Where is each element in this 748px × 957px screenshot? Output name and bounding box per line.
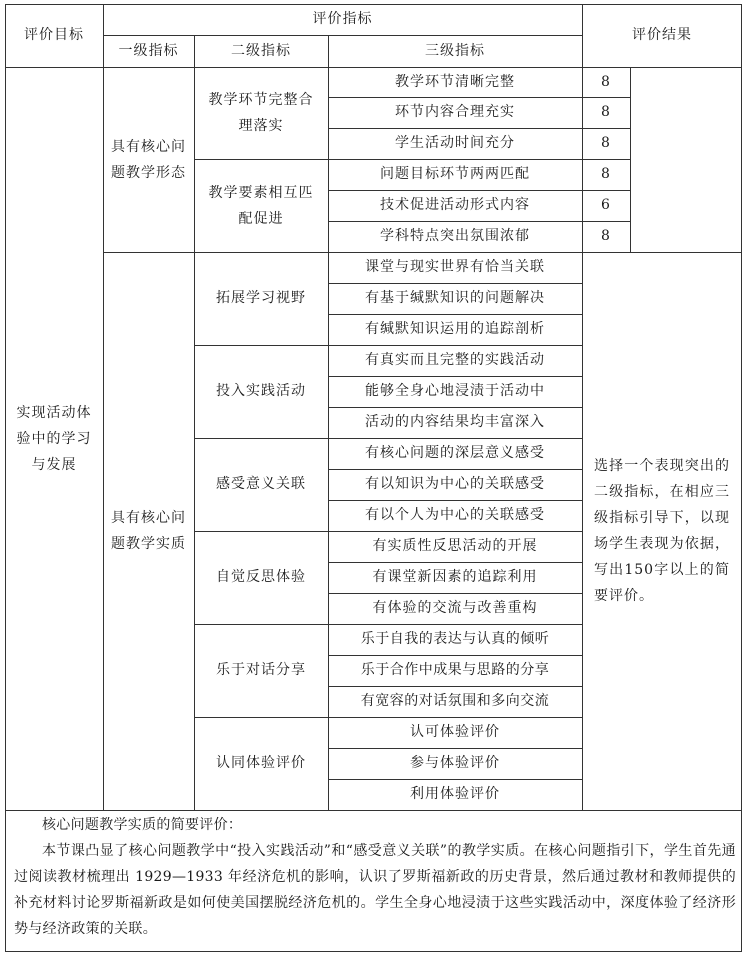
level3-item: 课堂与现实世界有恰当关联 (365, 259, 545, 276)
level3-item: 有课堂新因素的追踪利用 (372, 569, 538, 586)
level3-item: 有缄默知识运用的追踪剖析 (365, 321, 545, 338)
level1-form: 具有核心问题教学形态 (111, 138, 186, 181)
level2-item: 自觉反思体验 (216, 569, 306, 586)
result-comment: 选择一个表现突出的二级指标，在相应三级指标引导下，以现场学生表现为依据，写出150字以上的简要评价。 (594, 458, 730, 604)
level3-item: 能够全身心地浸渍于活动中 (365, 383, 545, 400)
level3-item: 有以个人为中心的关联感受 (365, 507, 545, 524)
summary-body: 本节课凸显了核心问题教学中“投入实践活动”和“感受意义关联”的教学实质。在核心问题指引下，学生首先通过阅读教材梳理出 1929—1933 年经济危机的影响，认识了罗斯福新政的历史背景，然后通过教材和教师提供的补充材料讨论罗斯福新政是如何使美国摆脱经济危机的。学生全身心地浸渍于这些实践活动中，深度体验了经济形势与经济政策的关联。 (14, 843, 736, 937)
level3-item: 有宽容的对话氛围和多向交流 (360, 693, 550, 710)
level1-essence: 具有核心问题教学实质 (111, 510, 186, 552)
header-result: 评价结果 (632, 27, 692, 44)
level3-item: 有真实而且完整的实践活动 (365, 352, 545, 369)
level3-item: 学生活动时间充分 (395, 135, 515, 152)
level3-item: 活动的内容结果均丰富深入 (365, 414, 545, 431)
header-goal: 评价目标 (24, 27, 84, 44)
level3-item: 有体验的交流与改善重构 (372, 600, 538, 617)
level2-item: 乐于对话分享 (216, 662, 306, 679)
score-value: 8 (601, 228, 611, 245)
level2-item: 教学环节完整合理落实 (208, 92, 314, 134)
level2-item: 投入实践活动 (216, 383, 306, 400)
score-value: 8 (601, 135, 611, 152)
level3-item: 利用体验评价 (410, 786, 500, 803)
level3-item: 技术促进活动形式内容 (380, 197, 530, 214)
column-rule (103, 4, 104, 810)
goal-text: 实现活动体验中的学习与发展 (16, 404, 92, 473)
level2-item: 认同体验评价 (216, 755, 306, 772)
score-value: 8 (601, 166, 611, 183)
level3-item: 学科特点突出氛围浓郁 (380, 228, 530, 245)
header-indicators: 评价指标 (312, 11, 373, 28)
score-value: 8 (601, 104, 611, 121)
level2-item: 感受意义关联 (216, 476, 306, 493)
level3-item: 有实质性反思活动的开展 (372, 538, 538, 555)
header-level3: 三级指标 (425, 42, 485, 59)
score-value: 6 (601, 197, 611, 214)
level3-item: 有核心问题的深层意义感受 (365, 445, 545, 462)
level3-item: 教学环节清晰完整 (395, 73, 515, 90)
level3-item: 参与体验评价 (410, 755, 500, 772)
summary-title: 核心问题教学实质的简要评价： (42, 817, 243, 833)
level3-item: 问题目标环节两两匹配 (380, 166, 530, 183)
level3-item: 乐于自我的表达与认真的倾听 (360, 631, 550, 648)
summary-section (14, 812, 736, 942)
column-rule (630, 67, 631, 252)
score-value: 8 (601, 73, 611, 90)
level2-item: 拓展学习视野 (216, 290, 306, 307)
table-bottom-rule (5, 810, 742, 811)
level3-item: 有基于缄默知识的问题解决 (365, 290, 545, 307)
level3-item: 认可体验评价 (410, 724, 500, 741)
level3-item: 环节内容合理充实 (395, 104, 515, 121)
header-level1: 一级指标 (118, 42, 179, 59)
header-level2: 二级指标 (231, 42, 291, 59)
level2-item: 教学要素相互匹配促进 (208, 184, 314, 227)
level3-item: 乐于合作中成果与思路的分享 (360, 662, 550, 679)
level3-item: 有以知识为中心的关联感受 (365, 476, 545, 493)
